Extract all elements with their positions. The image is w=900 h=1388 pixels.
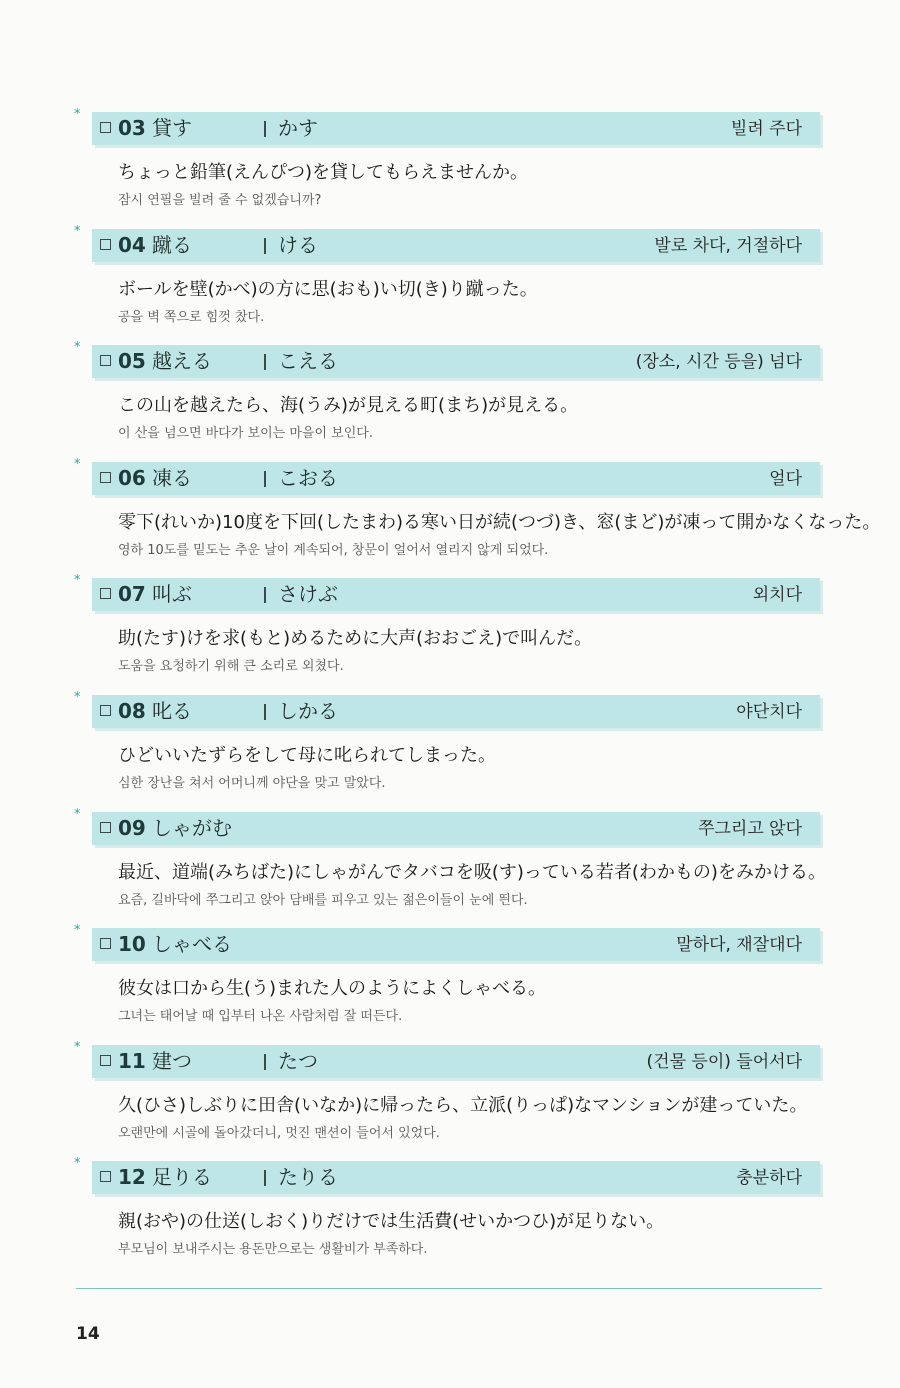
entry-header-bar: [92, 695, 820, 728]
footer-rule: [76, 1288, 822, 1289]
entry-reading: こおる: [278, 465, 338, 490]
example-translation: 잠시 연필을 빌려 줄 수 없겠습니까?: [118, 193, 322, 208]
entry-meaning: 발로 차다, 거절하다: [654, 235, 802, 256]
example-translation: 부모님이 보내주시는 용돈만으로는 생활비가 부족하다.: [118, 1242, 428, 1258]
vocab-list: [0, 107, 900, 1278]
star-mark: *: [74, 573, 81, 589]
entry-meaning: 말하다, 재잘대다: [676, 935, 802, 956]
entry-word: 貸す: [152, 116, 192, 140]
checkbox-icon[interactable]: [100, 122, 111, 133]
vocab-entry: [0, 923, 900, 1045]
example-sentence: 親(おや)の仕送(しおく)りだけでは生活費(せいかつひ)が足りない。: [118, 1211, 665, 1233]
star-mark: *: [74, 107, 81, 122]
entry-meaning: (건물 등이) 들어서다: [646, 1051, 802, 1072]
star-mark: *: [74, 689, 81, 705]
entry-meaning: 충분하다: [736, 1168, 802, 1189]
entry-number: 12: [118, 1165, 146, 1190]
divider-bar: [264, 1054, 266, 1070]
entry-reading: たりる: [278, 1165, 338, 1190]
divider-bar: [264, 587, 266, 603]
entry-header-bar: [92, 112, 820, 145]
star-mark: *: [74, 923, 81, 939]
entry-number: 09: [118, 815, 146, 840]
example-translation: 영하 10도를 밑도는 추운 날이 계속되어, 창문이 얼어서 열리지 않게 되었다.: [118, 542, 549, 558]
entry-reading: さけぶ: [278, 582, 338, 607]
checkbox-icon[interactable]: [100, 472, 111, 483]
star-mark: *: [74, 1039, 81, 1055]
vocab-entry: [0, 1039, 900, 1162]
vocab-entry: [0, 340, 900, 462]
example-sentence: 零下(れいか)10度を下回(したまわ)る寒い日が続(つづ)き、窓(まど)が凍って開かなくなった。: [118, 511, 881, 533]
entry-meaning: 빌려 주다: [730, 119, 802, 139]
entry-reading: ける: [278, 232, 318, 257]
entry-meaning: 쭈그리고 앉다: [698, 818, 802, 839]
example-sentence: ちょっと鉛筆(えんぴつ)を貸してもらえませんか。: [118, 162, 529, 183]
example-sentence: ひどいいたずらをして母に叱られてしまった。: [118, 744, 496, 766]
entry-number: 04: [118, 232, 146, 257]
vocab-entry: [0, 573, 900, 695]
example-translation: 그녀는 태어날 때 입부터 나온 사람처럼 잘 떠든다.: [118, 1009, 403, 1025]
star-mark: *: [74, 456, 81, 472]
star-mark: *: [74, 1156, 81, 1172]
divider-bar: [264, 354, 266, 370]
example-sentence: ボールを壁(かべ)の方に思(おも)い切(き)り蹴った。: [118, 278, 538, 300]
checkbox-icon[interactable]: [100, 239, 111, 250]
divider-bar: [264, 1170, 266, 1186]
example-translation: 오랜만에 시골에 돌아갔더니, 멋진 맨션이 들어서 있었다.: [118, 1125, 440, 1141]
entry-meaning: 얼다: [769, 468, 802, 489]
example-sentence: 最近、道端(みちばた)にしゃがんでタバコを吸(す)っている若者(わかもの)をみかける。: [118, 861, 826, 883]
example-sentence: この山を越えたら、海(うみ)が見える町(まち)が見える。: [118, 395, 579, 417]
example-translation: 공을 벽 쪽으로 힘껏 찼다.: [118, 309, 265, 325]
entry-number: 05: [118, 349, 146, 374]
checkbox-icon[interactable]: [100, 588, 111, 599]
vocab-entry: [0, 107, 900, 229]
entry-word: 叫ぶ: [152, 582, 192, 607]
example-sentence: 助(たす)けを求(もと)めるために大声(おおごえ)で叫んだ。: [118, 628, 593, 650]
entry-word: しゃべる: [152, 932, 232, 957]
vocab-entry: [0, 456, 900, 579]
checkbox-icon[interactable]: [100, 822, 111, 833]
example-translation: 도움을 요청하기 위해 큰 소리로 외쳤다.: [118, 659, 344, 675]
divider-bar: [264, 471, 266, 487]
example-translation: 요즘, 길바닥에 쭈그리고 앉아 담배를 피우고 있는 젊은이들이 눈에 띈다.: [118, 892, 528, 908]
entry-word: 越える: [152, 349, 212, 374]
entry-reading: たつ: [278, 1048, 318, 1073]
star-mark: *: [74, 806, 81, 822]
example-translation: 이 산을 넘으면 바다가 보이는 마을이 보인다.: [118, 426, 373, 442]
entry-meaning: 외치다: [752, 585, 802, 606]
entry-word: 蹴る: [152, 232, 192, 257]
entry-meaning: 야단치다: [736, 701, 802, 722]
entry-word: しゃがむ: [152, 815, 232, 840]
example-sentence: 久(ひさ)しぶりに田舎(いなか)に帰ったら、立派(りっぱ)なマンションが建っていた。: [118, 1094, 808, 1116]
entry-number: 08: [118, 698, 146, 723]
vocab-entry: [0, 1156, 900, 1278]
entry-reading: こえる: [278, 349, 338, 374]
divider-bar: [264, 704, 266, 720]
entry-word: 足りる: [152, 1165, 212, 1190]
entry-meaning: (장소, 시간 등을) 넘다: [635, 352, 802, 373]
checkbox-icon[interactable]: [100, 705, 111, 716]
vocab-entry: [0, 806, 900, 929]
entry-number: 06: [118, 465, 146, 490]
entry-word: 凍る: [152, 465, 192, 490]
star-mark: *: [74, 340, 81, 356]
star-mark: *: [74, 223, 81, 239]
entry-header-bar: [92, 462, 820, 495]
checkbox-icon[interactable]: [100, 938, 111, 949]
entry-number: 07: [118, 582, 146, 607]
entry-number: 10: [118, 932, 146, 957]
divider-bar: [264, 121, 266, 137]
checkbox-icon[interactable]: [100, 355, 111, 366]
checkbox-icon[interactable]: [100, 1055, 111, 1066]
vocab-entry: [0, 689, 900, 812]
entry-number: 03: [118, 116, 146, 140]
entry-reading: かす: [278, 116, 318, 140]
entry-word: 建つ: [152, 1048, 192, 1073]
entry-header-bar: [92, 578, 820, 611]
checkbox-icon[interactable]: [100, 1171, 111, 1182]
vocab-entry: [0, 223, 900, 346]
entry-reading: しかる: [278, 698, 338, 723]
example-translation: 심한 장난을 쳐서 어머니께 야단을 맞고 말았다.: [118, 775, 386, 791]
divider-bar: [264, 238, 266, 254]
entry-number: 11: [118, 1048, 146, 1073]
entry-word: 叱る: [152, 698, 192, 723]
page-number: 14: [76, 1324, 100, 1344]
example-sentence: 彼女は口から生(う)まれた人のようによくしゃべる。: [118, 978, 547, 1000]
